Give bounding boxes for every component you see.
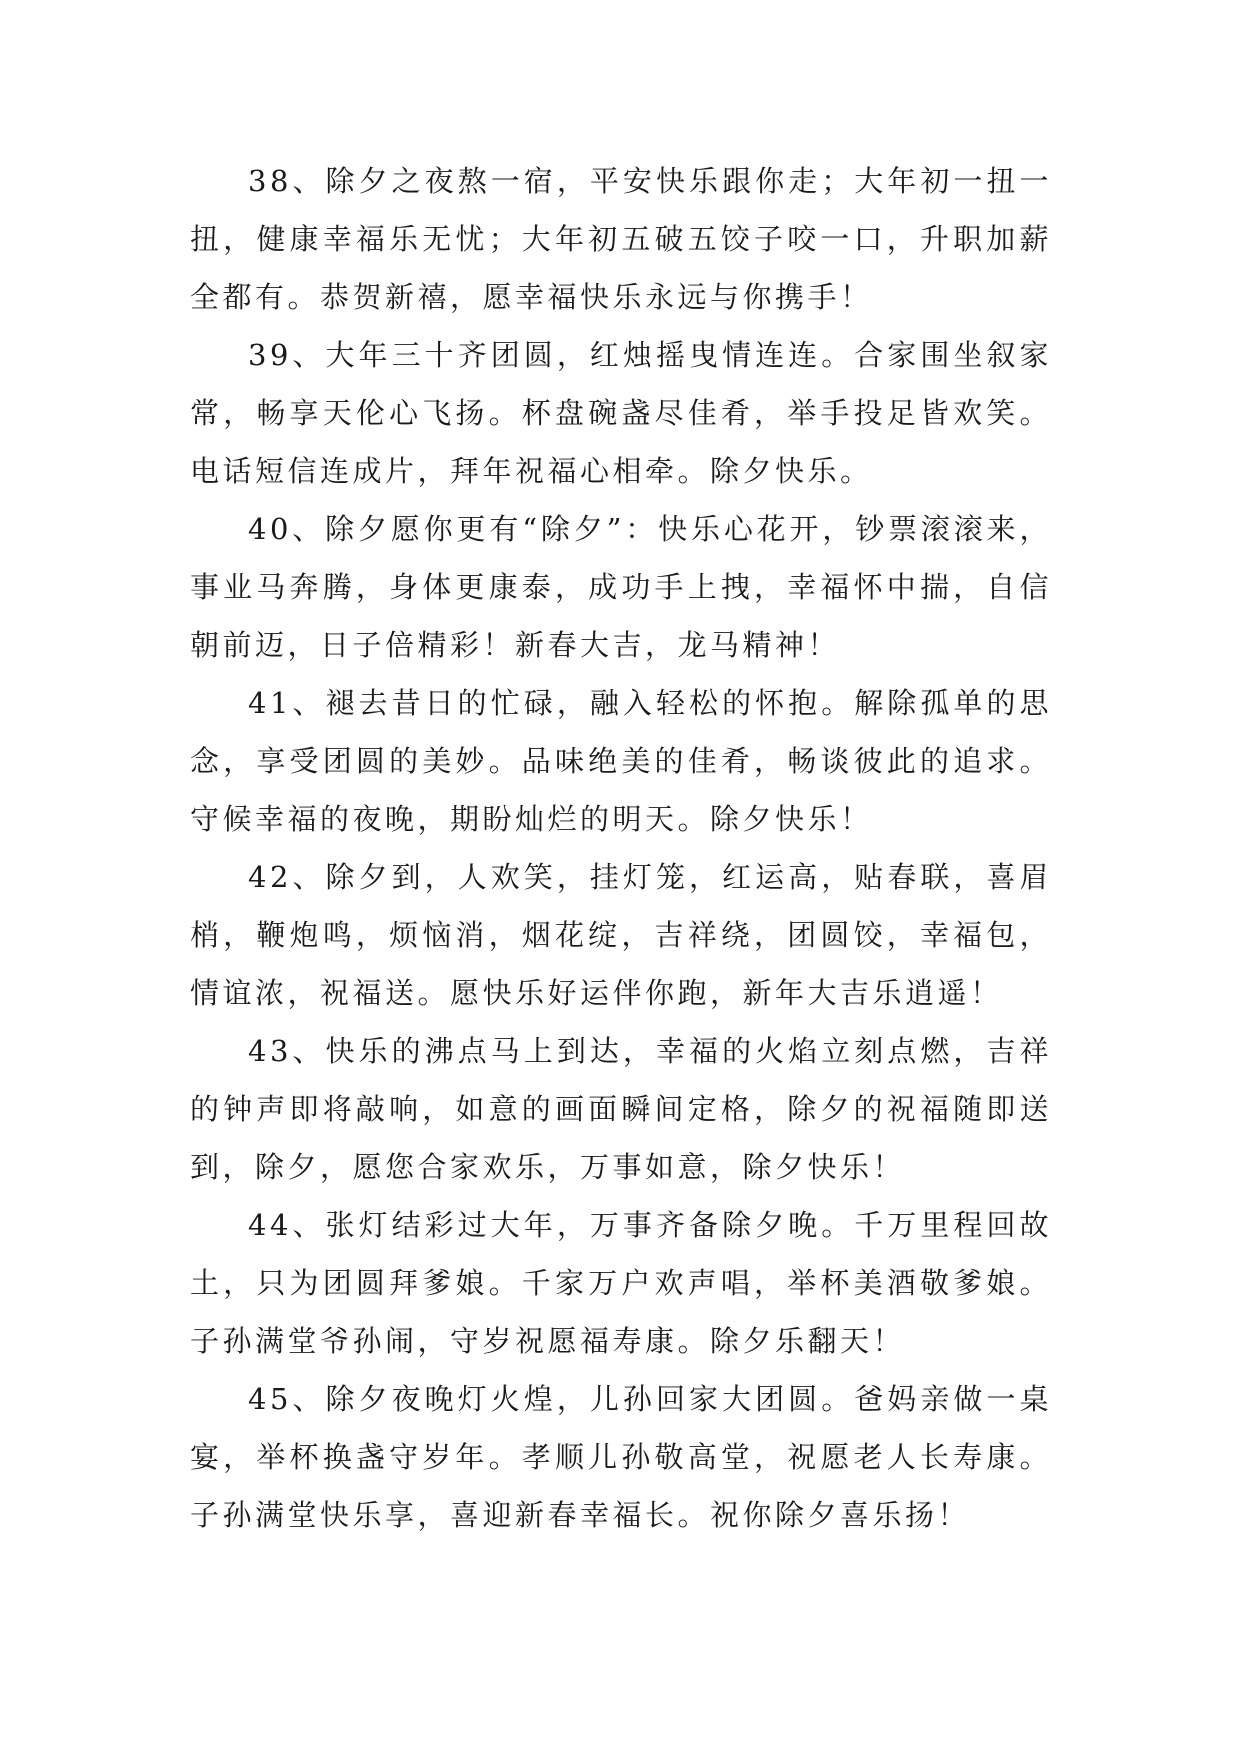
paragraph-45: 45、除夕夜晚灯火煌，儿孙回家大团圆。爸妈亲做一桌宴，举杯换盏守岁年。孝顺儿孙敬高堂，祝愿老人长寿康。子孙满堂快乐享，喜迎新春幸福长。祝你除夕喜乐扬！ bbox=[190, 1382, 1052, 1532]
paragraph-39: 39、大年三十齐团圆，红烛摇曳情连连。合家围坐叙家常，畅享天伦心飞扬。杯盘碗盏尽佳肴，举手投足皆欢笑。电话短信连成片，拜年祝福心相牵。除夕快乐。 bbox=[190, 338, 1052, 488]
paragraph-38: 38、除夕之夜熬一宿，平安快乐跟你走；大年初一扭一扭，健康幸福乐无忧；大年初五破五饺子咬一口，升职加薪全都有。恭贺新禧，愿幸福快乐永远与你携手！ bbox=[190, 164, 1052, 314]
paragraph-44: 44、张灯结彩过大年，万事齐备除夕晚。千万里程回故土，只为团圆拜爹娘。千家万户欢声唱，举杯美酒敬爹娘。子孙满堂爷孙闹，守岁祝愿福寿康。除夕乐翻天！ bbox=[190, 1208, 1052, 1358]
paragraph-40: 40、除夕愿你更有“除夕”：快乐心花开，钞票滚滚来，事业马奔腾，身体更康泰，成功手上拽，幸福怀中揣，自信朝前迈，日子倍精彩！新春大吉，龙马精神！ bbox=[190, 512, 1052, 662]
paragraph-42: 42、除夕到，人欢笑，挂灯笼，红运高，贴春联，喜眉梢，鞭炮鸣，烦恼消，烟花绽，吉祥绕，团圆饺，幸福包，情谊浓，祝福送。愿快乐好运伴你跑，新年大吉乐逍遥！ bbox=[190, 860, 1052, 1010]
document-body bbox=[190, 152, 1052, 1544]
paragraph-41: 41、褪去昔日的忙碌，融入轻松的怀抱。解除孤单的思念，享受团圆的美妙。品味绝美的佳肴，畅谈彼此的追求。守候幸福的夜晚，期盼灿烂的明天。除夕快乐！ bbox=[190, 686, 1052, 836]
paragraph-43: 43、快乐的沸点马上到达，幸福的火焰立刻点燃，吉祥的钟声即将敲响，如意的画面瞬间定格，除夕的祝福随即送到，除夕，愿您合家欢乐，万事如意，除夕快乐！ bbox=[190, 1034, 1052, 1184]
